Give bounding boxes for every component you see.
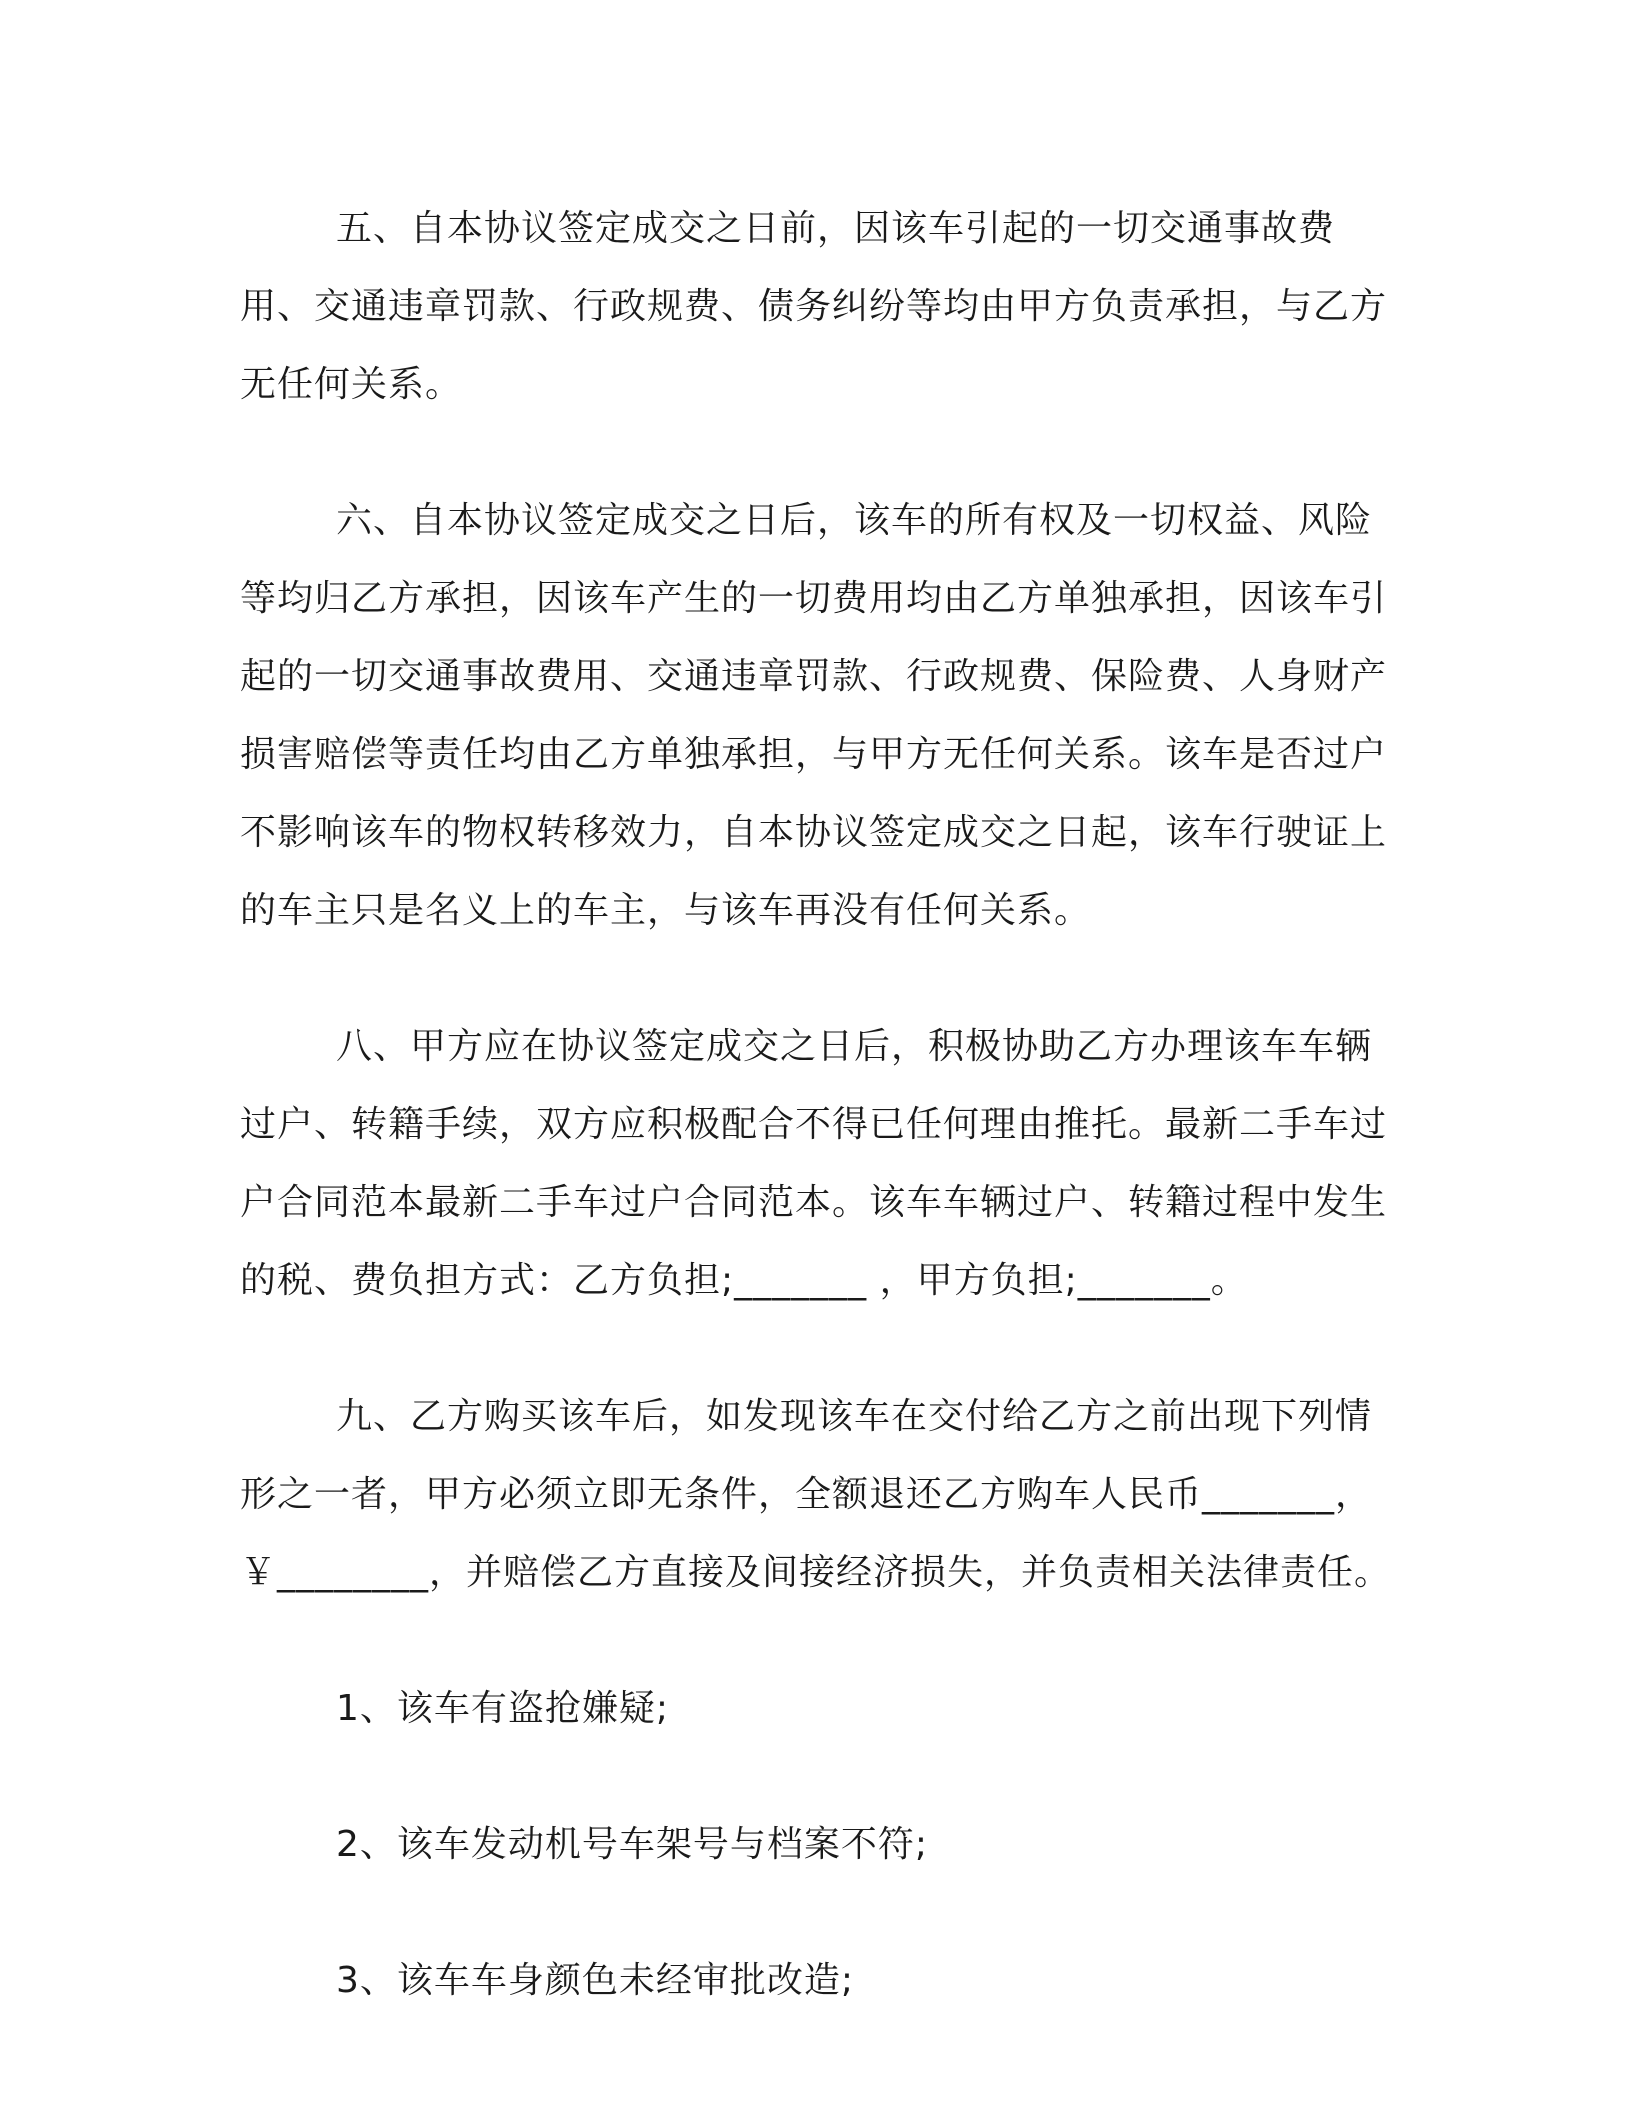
clause-9-paragraph: 九、乙方购买该车后，如发现该车在交付给乙方之前出现下列情形之一者，甲方必须立即无条件，全额退还乙方购车人民币_______，￥________，并赔偿乙方直接及间接经济损失，并负责相关法律责任。 <box>240 1396 1392 1593</box>
clause-6-paragraph: 六、自本协议签定成交之日后，该车的所有权及一切权益、风险等均归乙方承担，因该车产生的一切费用均由乙方单独承担，因该车引起的一切交通事故费用、交通违章罚款、行政规费、保险费、人身财产损害赔偿等责任均由乙方单独承担，与甲方无任何关系。该车是否过户不影响该车的物权转移效力，自本协议签定成交之日起，该车行驶证上的车主只是名义上的车主，与该车再没有任何关系。 <box>240 500 1388 931</box>
clause-5-paragraph: 五、自本协议签定成交之日前，因该车引起的一切交通事故费用、交通违章罚款、行政规费、债务纠纷等均由甲方负责承担，与乙方无任何关系。 <box>240 208 1388 405</box>
document-body <box>240 190 1400 2078</box>
list-item: 1、该车有盗抢嫌疑; <box>336 1688 670 1729</box>
list-item: 3、该车车身颜色未经审批改造; <box>336 1960 855 2001</box>
clause-8-paragraph: 八、甲方应在协议签定成交之日后，积极协助乙方办理该车车辆过户、转籍手续，双方应积极配合不得已任何理由推托。最新二手车过户合同范本最新二手车过户合同范本。该车车辆过户、转籍过程中发生的税、费负担方式：乙方负担;_______ ，甲方负担;_______。 <box>240 1026 1388 1301</box>
list-item: 2、该车发动机号车架号与档案不符; <box>336 1824 929 1865</box>
